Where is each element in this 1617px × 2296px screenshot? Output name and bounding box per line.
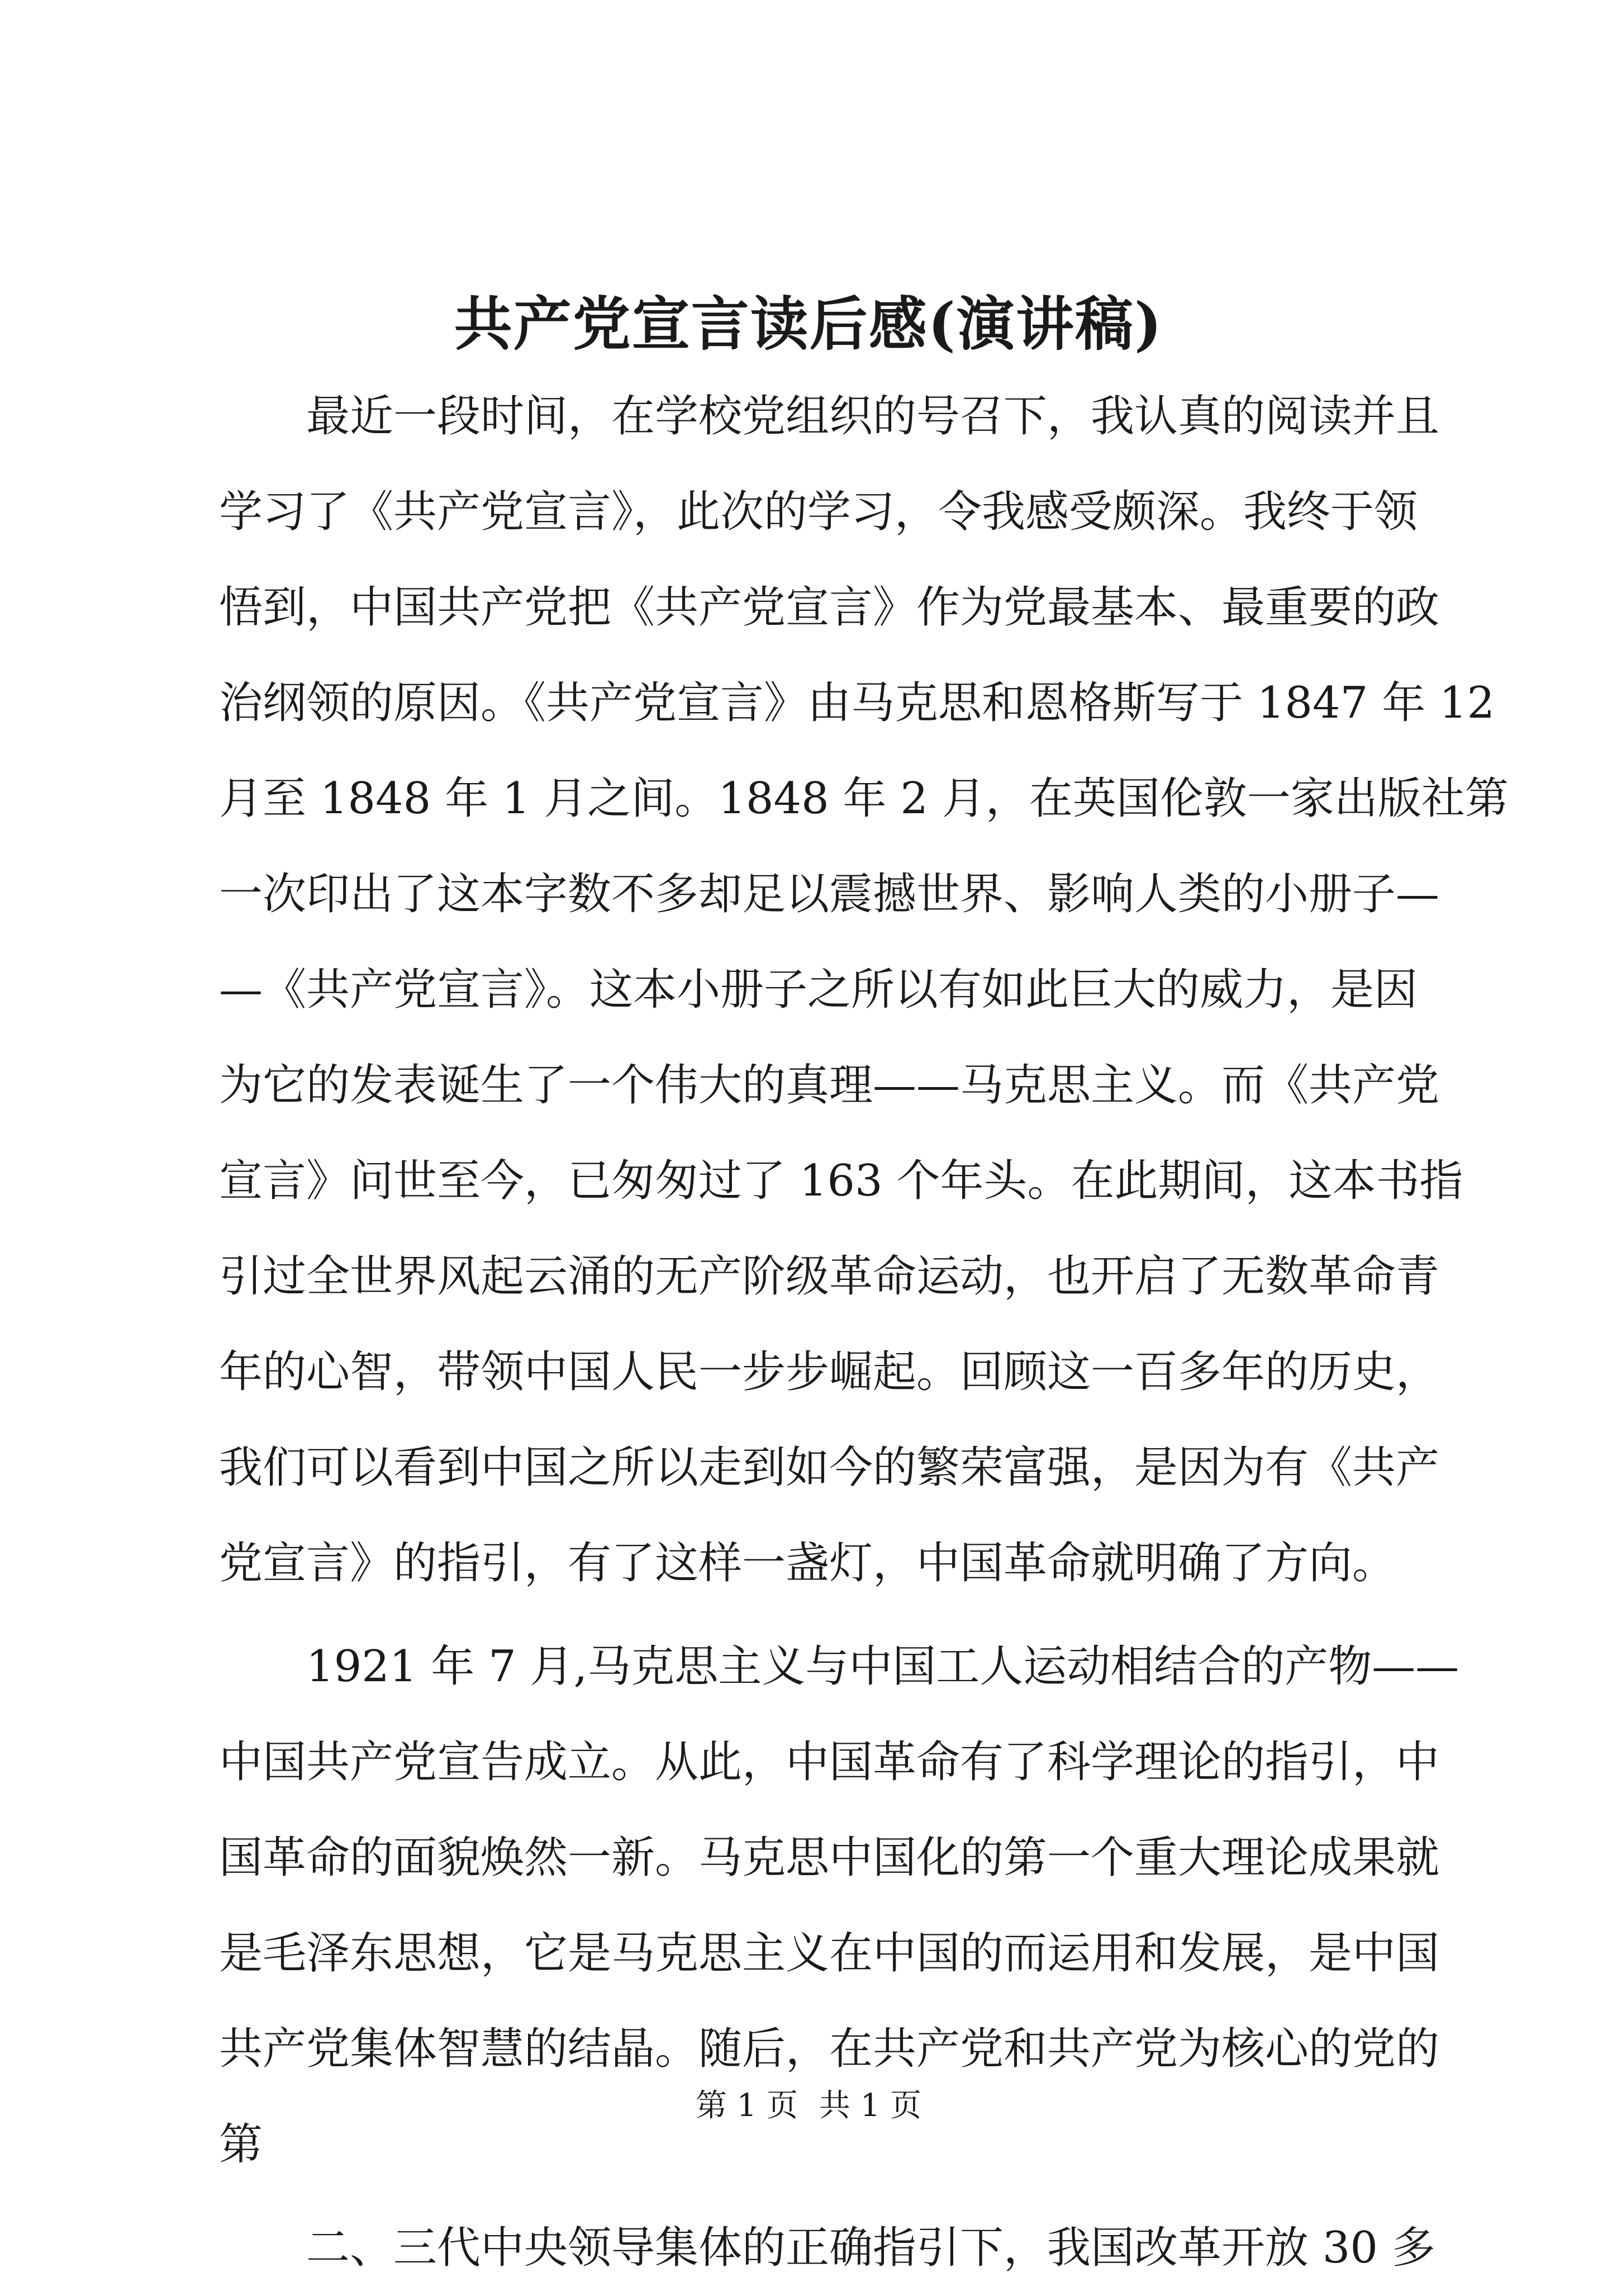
paragraph-line: 最近一段时间，在学校党组织的号召下，我认真的阅读并且 (306, 391, 1440, 442)
paragraph-line: 治纲领的原因。《共产党宣言》由马克思和恩格斯写于 1847 年 12 (219, 678, 1495, 728)
paragraph-line: 我们可以看到中国之所以走到如今的繁荣富强，是因为有《共产 (219, 1443, 1440, 1493)
paragraph-line: 年的心智，带领中国人民一步步崛起。回顾这一百多年的历史， (219, 1347, 1440, 1397)
page-footer (0, 2084, 1617, 2128)
paragraph-line: 悟到，中国共产党把《共产党宣言》作为党最基本、最重要的政 (219, 582, 1440, 633)
paragraph-line: 是毛泽东思想，它是马克思主义在中国的而运用和发展，是中国 (219, 1928, 1440, 1979)
paragraph-line: 二、三代中央领导集体的正确指引下，我国改革开放 30 多 (306, 2223, 1435, 2273)
paragraph-line: 国革命的面貌焕然一新。马克思中国化的第一个重大理论成果就 (219, 1833, 1440, 1883)
paragraph-3 (219, 2200, 1435, 2296)
paragraph-line: 1921 年 7 月,马克思主义与中国工人运动相结合的产物—— (306, 1642, 1459, 1692)
paragraph-line: 党宣言》的指引，有了这样一盏灯，中国革命就明确了方向。 (219, 1538, 1396, 1588)
paragraph-line: —《共产党宣言》。这本小册子之所以有如此巨大的威力，是因 (219, 965, 1418, 1015)
paragraph-line: 为它的发表诞生了一个伟大的真理——马克思主义。而《共产党 (219, 1060, 1440, 1111)
paragraph-line: 中国共产党宣告成立。从此，中国革命有了科学理论的指引，中 (219, 1737, 1440, 1787)
paragraph-line: 月至 1848 年 1 月之间。1848 年 2 月，在英国伦敦一家出版社第 (219, 774, 1509, 824)
paragraph-1 (219, 369, 1509, 1611)
document-body (219, 369, 1509, 2296)
document-title: 共产党宣言读后感(演讲稿) (454, 290, 1163, 358)
paragraph-line: 共产党集体智慧的结晶。随后，在共产党和共产党为核心的党的 (219, 2024, 1440, 2074)
paragraph-line: 第 (219, 2119, 263, 2170)
paragraph-line: 宣言》问世至今，已匆匆过了 163 个年头。在此期间，这本书指 (219, 1156, 1463, 1206)
page-total: 共 1 页 (819, 2088, 922, 2124)
paragraph-line: 学习了《共产党宣言》，此次的学习，令我感受颇深。我终于领 (219, 487, 1418, 537)
paragraph-line: 一次印出了这本字数不多却足以震撼世界、影响人类的小册子— (219, 869, 1440, 919)
paragraph-line: 引过全世界风起云涌的无产阶级革命运动，也开启了无数革命青 (219, 1251, 1440, 1302)
page-number: 第 1 页 (695, 2088, 798, 2124)
